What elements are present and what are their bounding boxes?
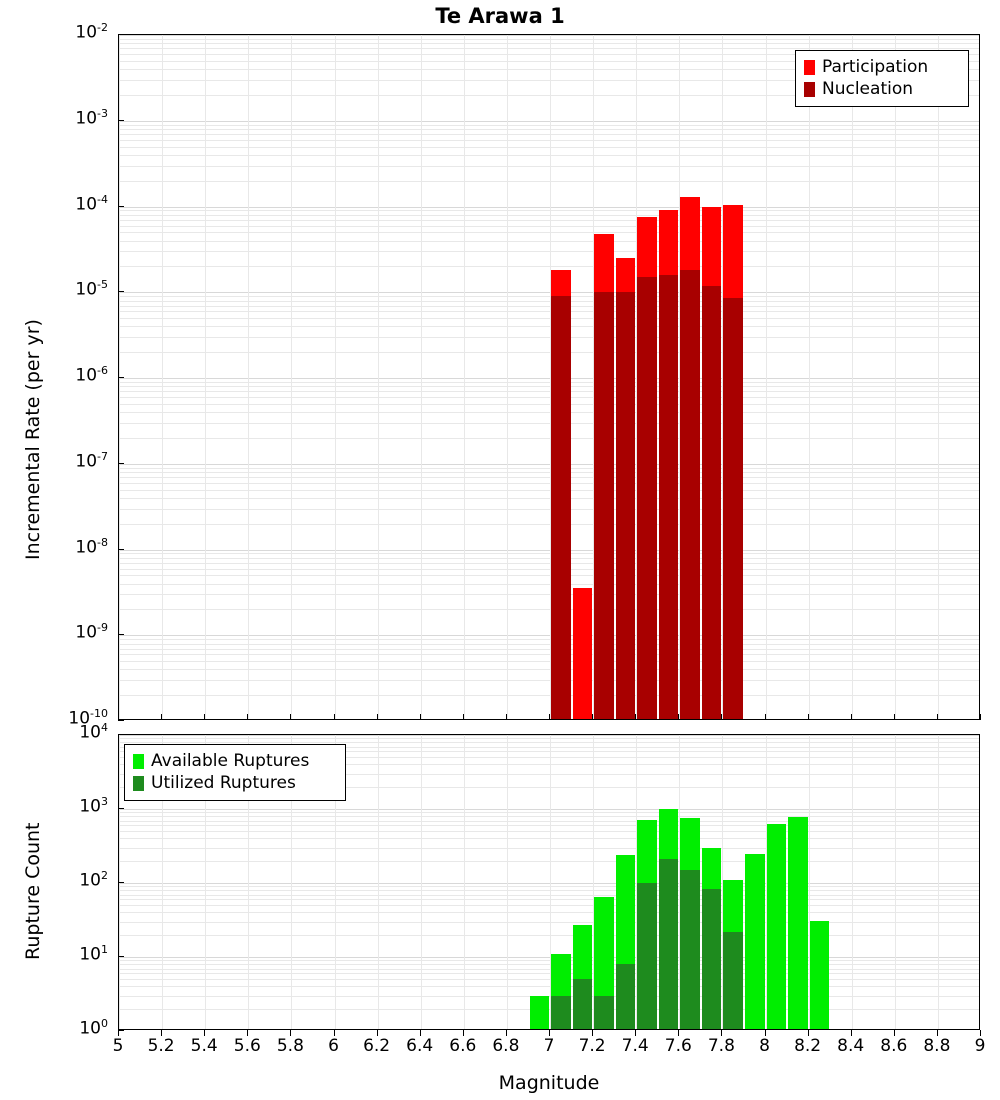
bar-nucleation: [637, 277, 657, 720]
bar-nucleation: [702, 286, 722, 721]
bar-utilized-ruptures: [659, 859, 679, 1030]
x-tick-mark: [678, 714, 679, 720]
legend-label: Participation: [822, 57, 929, 77]
bar-utilized-ruptures: [702, 889, 722, 1030]
x-tick-mark: [420, 714, 421, 720]
x-tick-label: 6: [328, 1036, 339, 1056]
x-tick-mark: [506, 1030, 507, 1036]
x-tick-label: 9: [974, 1036, 986, 1056]
bar-available-ruptures: [767, 824, 787, 1030]
y-tick-mark: [118, 882, 124, 883]
y-tick-mark: [118, 377, 124, 378]
x-tick-mark: [894, 714, 895, 720]
bar-available-ruptures: [788, 817, 808, 1030]
bar-nucleation: [723, 298, 743, 720]
bar-utilized-ruptures: [616, 964, 636, 1030]
x-tick-mark: [980, 714, 981, 720]
x-tick-mark: [765, 1030, 766, 1036]
x-tick-mark: [247, 1030, 248, 1036]
legend-swatch-icon: [804, 60, 815, 75]
y-tick-label: $10^3$: [79, 795, 108, 817]
x-tick-label: 8: [759, 1036, 770, 1056]
y-tick-label: $10^{-7}$: [75, 449, 108, 472]
y-tick-mark: [118, 206, 124, 207]
y-tick-label: $10^0$: [79, 1017, 108, 1039]
x-tick-label: 8.6: [880, 1036, 908, 1056]
x-tick-label: 8.8: [923, 1036, 951, 1056]
x-tick-mark: [247, 714, 248, 720]
x-tick-label: 6.2: [363, 1036, 391, 1056]
legend-swatch-icon: [133, 754, 144, 769]
x-tick-mark: [851, 714, 852, 720]
x-tick-mark: [549, 714, 550, 720]
legend-swatch-icon: [804, 82, 815, 97]
y-tick-label: $10^{-8}$: [75, 535, 108, 558]
x-tick-label: 5.2: [147, 1036, 175, 1056]
x-tick-mark: [592, 1030, 593, 1036]
legend-item: [804, 56, 960, 78]
top-y-axis-label: Incremental Rate (per yr): [22, 319, 44, 560]
bottom-y-axis-label: Rupture Count: [22, 822, 44, 960]
legend-label: Available Ruptures: [151, 751, 310, 771]
x-tick-mark: [290, 1030, 291, 1036]
x-tick-mark: [765, 714, 766, 720]
legend-item: [804, 78, 960, 100]
x-tick-mark: [463, 714, 464, 720]
x-tick-mark: [721, 1030, 722, 1036]
x-tick-label: 7.6: [664, 1036, 692, 1056]
x-tick-mark: [635, 1030, 636, 1036]
x-tick-mark: [334, 1030, 335, 1036]
x-tick-mark: [808, 1030, 809, 1036]
y-tick-label: $10^{-9}$: [75, 621, 108, 643]
x-tick-mark: [204, 1030, 205, 1036]
y-tick-mark: [118, 734, 124, 735]
x-tick-label: 5: [112, 1036, 124, 1056]
bar-available-ruptures: [530, 996, 550, 1030]
x-tick-mark: [161, 714, 162, 720]
bar-utilized-ruptures: [551, 996, 571, 1030]
y-tick-label: $10^{-6}$: [75, 364, 108, 386]
x-tick-mark: [377, 714, 378, 720]
x-tick-mark: [334, 714, 335, 720]
bar-utilized-ruptures: [723, 932, 743, 1030]
x-axis-label: Magnitude: [498, 1072, 600, 1094]
y-tick-mark: [118, 634, 124, 635]
y-tick-label: $10^{-4}$: [75, 192, 108, 215]
incremental-rate-plot: [118, 34, 980, 720]
top-legend: [795, 50, 969, 107]
x-tick-mark: [161, 1030, 162, 1036]
x-tick-label: 7.4: [621, 1036, 649, 1056]
page-title: Te Arawa 1: [435, 4, 565, 28]
y-tick-mark: [118, 956, 124, 957]
bar-nucleation: [551, 296, 571, 720]
x-tick-label: 6.4: [406, 1036, 434, 1056]
bar-utilized-ruptures: [573, 979, 593, 1030]
x-tick-mark: [937, 1030, 938, 1036]
legend-label: Utilized Ruptures: [151, 773, 296, 793]
bar-nucleation: [594, 292, 614, 720]
y-tick-mark: [118, 720, 124, 721]
y-tick-mark: [118, 463, 124, 464]
y-tick-mark: [118, 34, 124, 35]
bar-participation: [573, 588, 593, 721]
y-tick-mark: [118, 549, 124, 550]
y-tick-mark: [118, 291, 124, 292]
y-tick-label: $10^2$: [79, 869, 108, 891]
y-tick-mark: [118, 808, 124, 809]
y-tick-label: $10^{-10}$: [68, 707, 108, 729]
x-tick-mark: [721, 714, 722, 720]
bar-nucleation: [680, 270, 700, 720]
x-tick-mark: [937, 714, 938, 720]
x-tick-mark: [592, 714, 593, 720]
x-tick-mark: [851, 1030, 852, 1036]
x-tick-label: 5.8: [276, 1036, 304, 1056]
x-tick-mark: [980, 1030, 981, 1036]
x-tick-mark: [204, 714, 205, 720]
legend-label: Nucleation: [822, 79, 914, 99]
x-tick-mark: [808, 714, 809, 720]
x-tick-label: 7.8: [707, 1036, 735, 1056]
x-tick-label: 8.2: [794, 1036, 822, 1056]
y-tick-label: $10^{-5}$: [75, 278, 108, 300]
bar-available-ruptures: [810, 921, 830, 1030]
x-tick-label: 6.6: [449, 1036, 477, 1056]
x-tick-mark: [635, 714, 636, 720]
x-tick-label: 7.2: [578, 1036, 606, 1056]
x-tick-label: 8.4: [837, 1036, 865, 1056]
legend-item: [133, 772, 337, 794]
x-tick-mark: [549, 1030, 550, 1036]
x-tick-mark: [290, 714, 291, 720]
x-tick-mark: [894, 1030, 895, 1036]
x-tick-mark: [118, 1030, 119, 1036]
x-tick-mark: [420, 1030, 421, 1036]
x-tick-label: 6.8: [492, 1036, 520, 1056]
bar-nucleation: [659, 275, 679, 720]
x-tick-label: 5.4: [190, 1036, 218, 1056]
y-tick-mark: [118, 120, 124, 121]
x-tick-mark: [506, 714, 507, 720]
bar-nucleation: [616, 292, 636, 720]
x-tick-label: 7: [543, 1036, 555, 1056]
bottom-legend: [124, 744, 346, 801]
x-tick-mark: [118, 714, 119, 720]
x-tick-mark: [678, 1030, 679, 1036]
x-tick-mark: [463, 1030, 464, 1036]
legend-swatch-icon: [133, 776, 144, 791]
x-tick-label: 5.6: [233, 1036, 261, 1056]
y-tick-label: $10^4$: [79, 721, 108, 743]
bar-utilized-ruptures: [594, 996, 614, 1030]
y-tick-label: $10^1$: [79, 943, 108, 965]
bar-utilized-ruptures: [680, 870, 700, 1030]
legend-item: [133, 750, 337, 772]
top-bars: [119, 35, 979, 719]
bar-utilized-ruptures: [637, 883, 657, 1030]
y-tick-label: $10^{-3}$: [75, 106, 108, 129]
y-tick-label: $10^{-2}$: [75, 21, 108, 43]
bar-available-ruptures: [745, 854, 765, 1030]
x-tick-mark: [377, 1030, 378, 1036]
